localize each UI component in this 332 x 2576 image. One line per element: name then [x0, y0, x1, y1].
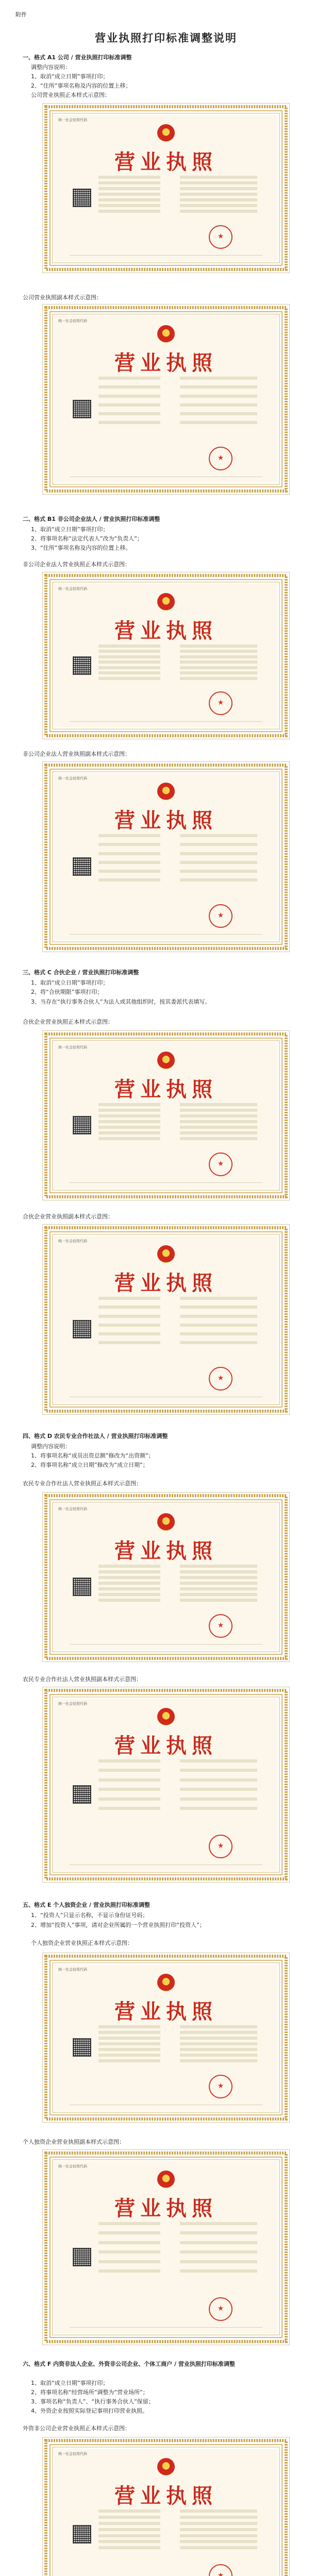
license-credit-code-label: 统一社会信用代码: [58, 2452, 87, 2456]
section-1-line: 公司营业执照正本样式示意图：: [31, 92, 110, 98]
section-5-line: 2、增加“投资人”事项，请对企业所属的一个营业执照打印“投资人”；: [31, 1922, 205, 1928]
figure-caption: 农民专业合作社法人营业执照正本样式示意图：: [23, 1480, 142, 1487]
section-heading-3: 三、格式 C 合伙企业 / 营业执照打印标准调整: [23, 969, 139, 976]
section-5-line: 1、“投资人”只显示名称，不显示身份证号码；: [31, 1912, 148, 1919]
license-title: 营业执照: [114, 1999, 218, 2024]
license-credit-code-label: 统一社会信用代码: [58, 118, 87, 122]
license-border-pattern: [43, 104, 289, 273]
license-credit-code-label: 统一社会信用代码: [58, 2164, 87, 2168]
license-title: 营业执照: [114, 1539, 218, 1563]
section-6-line: 1、取消“成立日期”事项打印；: [31, 2380, 109, 2386]
license-border-pattern: [43, 2150, 289, 2345]
section-1-line: 调整内容说明：: [31, 64, 71, 71]
license-title: 营业执照: [114, 1734, 218, 1758]
figure-caption: 合伙企业营业执照副本样式示意图：: [23, 1213, 113, 1220]
section-3-line: 2、将“合伙期限”事项打印；: [31, 989, 103, 995]
license-border-pattern: [43, 1953, 289, 2122]
section-6-line: 3、事项名称“负责人”、“执行事务合伙人”保留；: [31, 2398, 154, 2405]
license-credit-code-label: 统一社会信用代码: [58, 1507, 87, 1511]
section-3-line: 1、取消“成立日期”事项打印；: [31, 979, 109, 986]
license-border-pattern: [43, 1687, 289, 1882]
figure-caption: 个人独资企业营业执照副本样式示意图：: [23, 2139, 125, 2145]
license-credit-code-label: 统一社会信用代码: [58, 587, 87, 591]
section-3-line: 3、当存在“执行事务合伙人”为法人或其他组织时，按其委派代表填写。: [31, 998, 211, 1005]
section-6-line: 4、外资企业按照实际登记事项打印营业执照。: [31, 2408, 148, 2414]
license-credit-code-label: 统一社会信用代码: [58, 776, 87, 781]
license-title: 营业执照: [114, 1077, 218, 1101]
business-license-figure: [42, 304, 290, 495]
section-2-line: 3、“住所”事项名称及内容的位置上移。: [31, 545, 131, 551]
license-border-pattern: [43, 572, 289, 739]
license-title: 营业执照: [114, 2484, 218, 2508]
section-4-line: 2、将事项名称“成立日期”修改为“成立日期”；: [31, 1462, 148, 1468]
license-border-pattern: [43, 1031, 289, 1200]
business-license-figure: [42, 103, 290, 273]
figure-caption: 合伙企业营业执照正本样式示意图：: [23, 1019, 113, 1025]
license-title: 营业执照: [114, 1271, 218, 1295]
business-license-figure: [42, 761, 290, 952]
license-credit-code-label: 统一社会信用代码: [58, 1239, 87, 1243]
figure-caption: 非公司企业法人营业执照正本样式示意图：: [23, 561, 130, 568]
business-license-figure: [42, 2149, 290, 2345]
business-license-figure: [42, 1224, 290, 1415]
license-credit-code-label: 统一社会信用代码: [58, 1702, 87, 1706]
business-license-figure: [42, 1492, 290, 1662]
license-border-pattern: [43, 2437, 289, 2576]
license-title: 营业执照: [114, 2196, 218, 2221]
section-6-line: 2、将事项名称“经营场所”调整为“营业场所”；: [31, 2389, 148, 2396]
license-credit-code-label: 统一社会信用代码: [58, 1968, 87, 1972]
section-heading-4: 四、格式 D 农民专业合作社法人 / 营业执照打印标准调整: [23, 1433, 168, 1439]
license-border-pattern: [43, 1225, 289, 1414]
attachment-label: 附件: [15, 12, 27, 18]
section-heading-5: 五、格式 E 个人独资企业 / 营业执照打印标准调整: [23, 1902, 150, 1908]
license-border-pattern: [43, 1493, 289, 1662]
license-credit-code-label: 统一社会信用代码: [58, 319, 87, 323]
section-1-line: 2、“住所”事项名称及内容的位置上移；: [31, 82, 131, 89]
section-1-line: 1、取消“成立日期”事项打印；: [31, 73, 109, 80]
section-heading-1: 一、格式 A1 公司 / 营业执照打印标准调整: [23, 54, 132, 61]
license-border-pattern: [43, 762, 289, 952]
section-2-line: 1、取消“成立日期”事项打印；: [31, 526, 109, 533]
section-heading-6: 六、格式 F 内资非法人企业、外资非公司企业、个体工商户 / 营业执照打印标准调整: [23, 2361, 235, 2367]
license-title: 营业执照: [114, 619, 218, 643]
license-title: 营业执照: [114, 808, 218, 833]
business-license-figure: [42, 1687, 290, 1883]
business-license-figure: [42, 1953, 290, 2123]
figure-caption: 农民专业合作社法人营业执照副本样式示意图：: [23, 1676, 142, 1683]
figure-caption: 外资非公司企业营业执照正本样式示意图：: [23, 2425, 130, 2432]
business-license-figure: [42, 1030, 290, 1200]
section-5-line: 个人独资企业营业执照正本样式示意图：: [31, 1940, 133, 1946]
figure-caption: 非公司企业法人营业执照副本样式示意图：: [23, 751, 130, 757]
business-license-figure: [42, 572, 290, 739]
license-title: 营业执照: [114, 351, 218, 375]
document-title: 营业执照打印标准调整说明: [95, 31, 237, 44]
section-2-line: 2、将事项名称“法定代表人”改为“负责人”；: [31, 535, 143, 542]
license-title: 营业执照: [114, 150, 218, 174]
license-credit-code-label: 统一社会信用代码: [58, 1045, 87, 1049]
section-4-line: 1、将事项名称“成员出资总额”修改为“出资额”；: [31, 1452, 154, 1459]
section-4-line: 调整内容说明：: [31, 1443, 71, 1450]
figure-caption: 公司营业执照副本样式示意图：: [23, 294, 102, 301]
section-heading-2: 二、格式 B1 非公司企业法人 / 营业执照打印标准调整: [23, 516, 160, 522]
license-border-pattern: [43, 304, 289, 494]
business-license-figure: [42, 2437, 290, 2576]
